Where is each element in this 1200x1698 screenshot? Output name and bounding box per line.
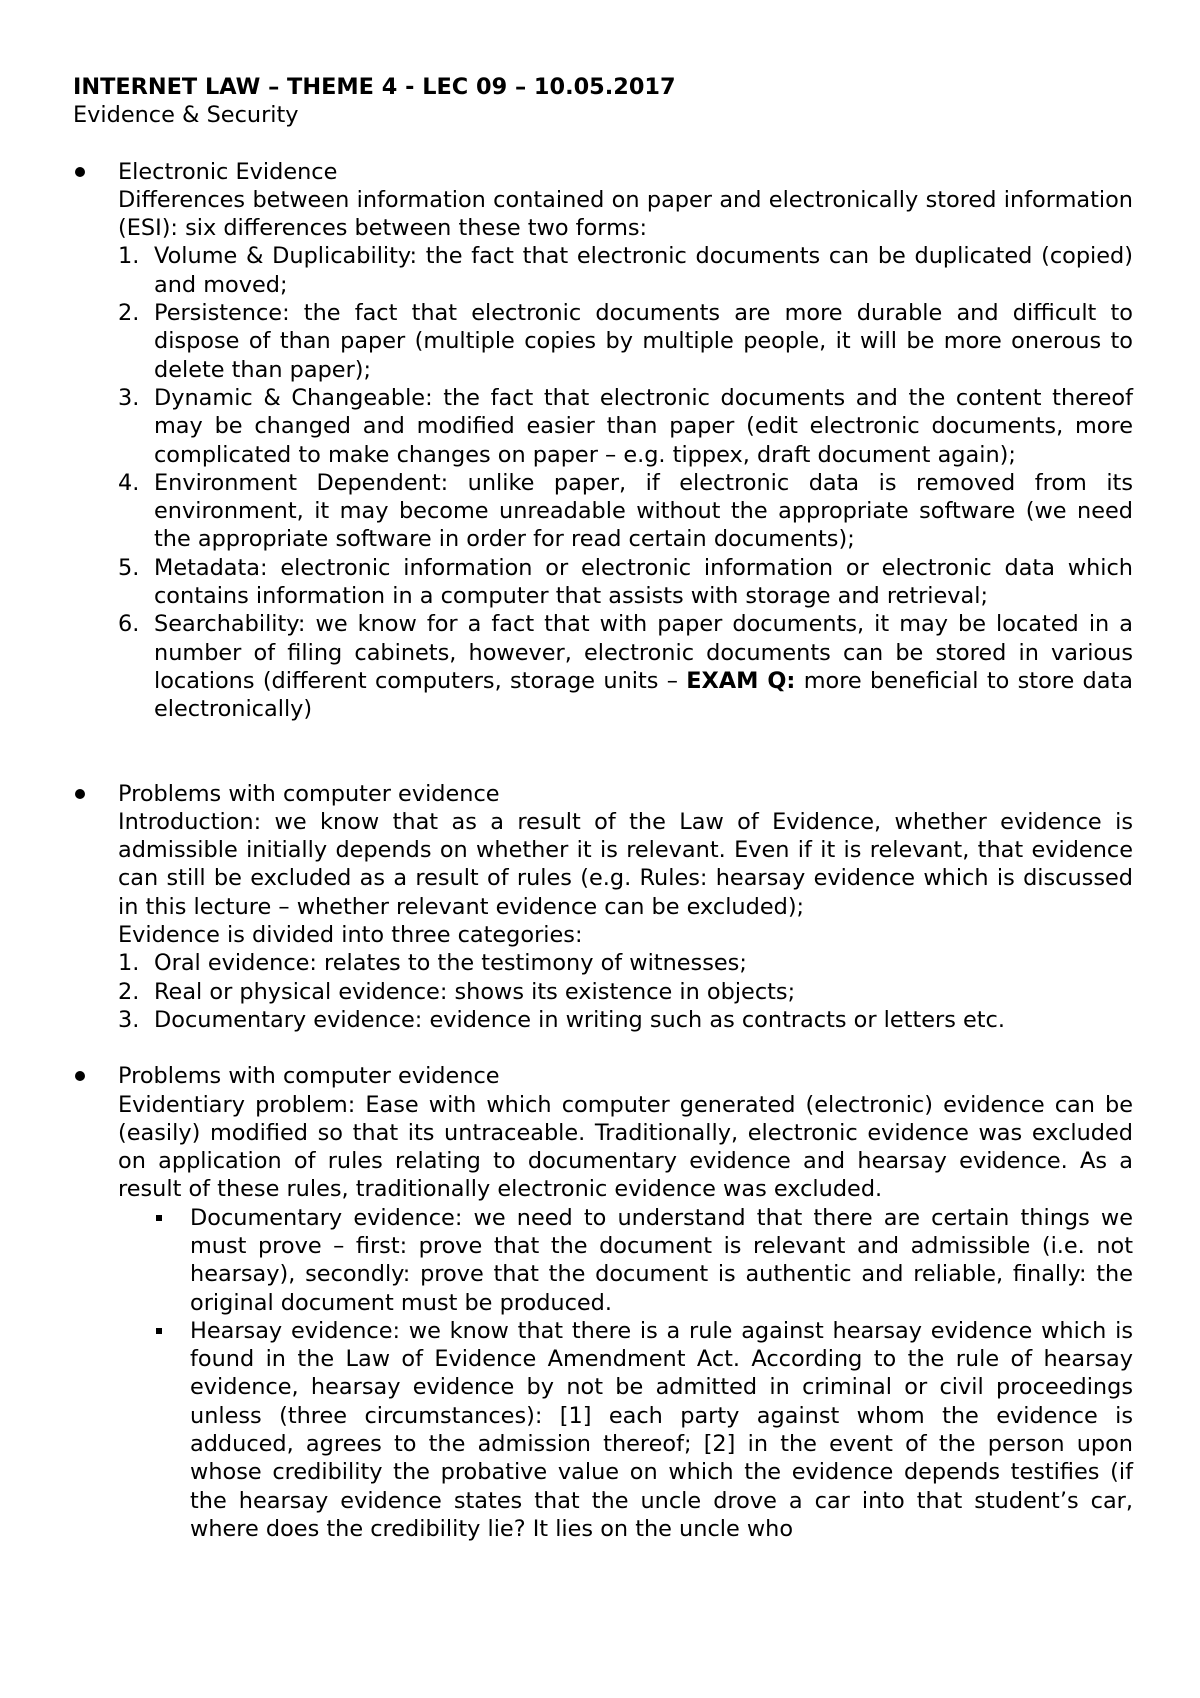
section-heading: Electronic Evidence	[118, 158, 338, 185]
section-intro: Introduction: we know that as a result of the Law of Evidence, whether evidence is admissible initially depends on whether it is relevant. Even if it is relevant, that evidence can still be excluded as a result of rules (e.g. Rules: hearsay evidence which is discussed in this lecture – whether relevant evidence can be excluded);	[118, 808, 1133, 920]
list-text: Documentary evidence: evidence in writing such as contracts or letters etc.	[154, 1006, 1005, 1033]
square-bullet-icon	[156, 1328, 162, 1334]
bullet-icon	[75, 1071, 85, 1081]
list-item	[118, 299, 1133, 384]
section-heading: Problems with computer evidence	[118, 780, 500, 807]
section-heading: Problems with computer evidence	[118, 1063, 500, 1090]
document-page	[73, 73, 1133, 1543]
list-number: 1.	[118, 243, 140, 270]
section-problems-computer-evidence-2	[73, 1062, 1133, 1543]
list-item	[154, 1204, 1133, 1317]
document-subtitle: Evidence & Security	[73, 102, 299, 129]
exam-q-label: EXAM Q:	[686, 667, 796, 694]
list-item	[118, 554, 1133, 611]
square-bullet-icon	[156, 1215, 162, 1221]
section-electronic-evidence	[73, 158, 1133, 724]
list-item	[118, 242, 1133, 299]
list-text: Dynamic & Changeable: the fact that electronic documents and the content thereof may be changed and modified easier than paper (edit electronic documents, more complicated to make changes on paper – e.g. tippex, draft document again);	[154, 384, 1133, 468]
section-intro: Evidentiary problem: Ease with which computer generated (electronic) evidence can be (easily) modified so that its untraceable. Traditionally, electronic evidence was excluded on application of rules relating to documentary evidence and hearsay evidence. As a result of these rules, traditionally electronic evidence was excluded.	[118, 1091, 1133, 1203]
section-intro-2: Evidence is divided into three categories:	[118, 922, 583, 949]
numbered-list	[118, 949, 1133, 1034]
list-number: 1.	[118, 950, 140, 977]
list-item	[118, 1006, 1133, 1034]
bullet-icon	[75, 789, 85, 799]
list-number: 5.	[118, 554, 140, 581]
bullet-icon	[75, 167, 85, 177]
list-item	[118, 978, 1133, 1006]
list-text: Volume & Duplicability: the fact that electronic documents can be duplicated (copied) and moved;	[154, 243, 1133, 298]
list-item	[118, 384, 1133, 469]
list-text: Persistence: the fact that electronic documents are more durable and difficult to dispose of than paper (multiple copies by multiple people, it will be more onerous to delete than paper);	[154, 300, 1133, 383]
numbered-list	[118, 242, 1133, 723]
list-item	[154, 1317, 1133, 1543]
list-text-part: more beneficial to store data electronically)	[154, 667, 1133, 723]
list-text-part: Searchability: we know for a fact that with paper documents, it may be located in a number of filing cabinets, however, electronic documents can be stored in various locations (different computers, storage units –	[154, 611, 1133, 694]
list-text: Hearsay evidence: we know that there is a rule against hearsay evidence which is found in the Law of Evidence Amendment Act. According to the rule of hearsay evidence, hearsay evidence by not be admitted in criminal or civil proceedings unless (three circumstances): [1] each party against whom the evidence is adduced, agrees to the admission thereof; [2] in the event of the person upon whose credibility the probative value on which the evidence depends testifies (if the hearsay evidence states that the uncle drove a car into that student’s car, where does the credibility lie? It lies on the uncle who	[190, 1317, 1133, 1542]
list-text: Metadata: electronic information or electronic information or electronic data which contains information in a computer that assists with storage and retrieval;	[154, 554, 1133, 610]
list-number: 3.	[118, 384, 140, 411]
list-text	[154, 610, 1133, 723]
list-item	[118, 610, 1133, 723]
list-text: Environment Dependent: unlike paper, if electronic data is removed from its environment, it may become unreadable without the appropriate software (we need the appropriate software in order for read certain documents);	[154, 469, 1133, 553]
list-number: 2.	[118, 978, 140, 1005]
list-number: 6.	[118, 611, 140, 638]
list-item	[118, 469, 1133, 554]
list-number: 2.	[118, 300, 140, 327]
document-title: INTERNET LAW – THEME 4 - LEC 09 – 10.05.2017	[73, 74, 676, 100]
list-text: Oral evidence: relates to the testimony of witnesses;	[154, 950, 747, 977]
list-number: 3.	[118, 1006, 140, 1033]
list-text: Documentary evidence: we need to understand that there are certain things we must prove – first: prove that the document is relevant and admissible (i.e. not hearsay), secondly: prove that the document is authentic and reliable, finally: the original document must be produced.	[190, 1204, 1133, 1316]
list-text: Real or physical evidence: shows its existence in objects;	[154, 978, 796, 1005]
section-intro: Differences between information contained on paper and electronically stored information (ESI): six differences between these two forms:	[118, 186, 1133, 242]
section-problems-computer-evidence-1	[73, 780, 1133, 1035]
square-bullet-list	[118, 1204, 1133, 1544]
list-number: 4.	[118, 469, 140, 496]
list-item	[118, 949, 1133, 977]
